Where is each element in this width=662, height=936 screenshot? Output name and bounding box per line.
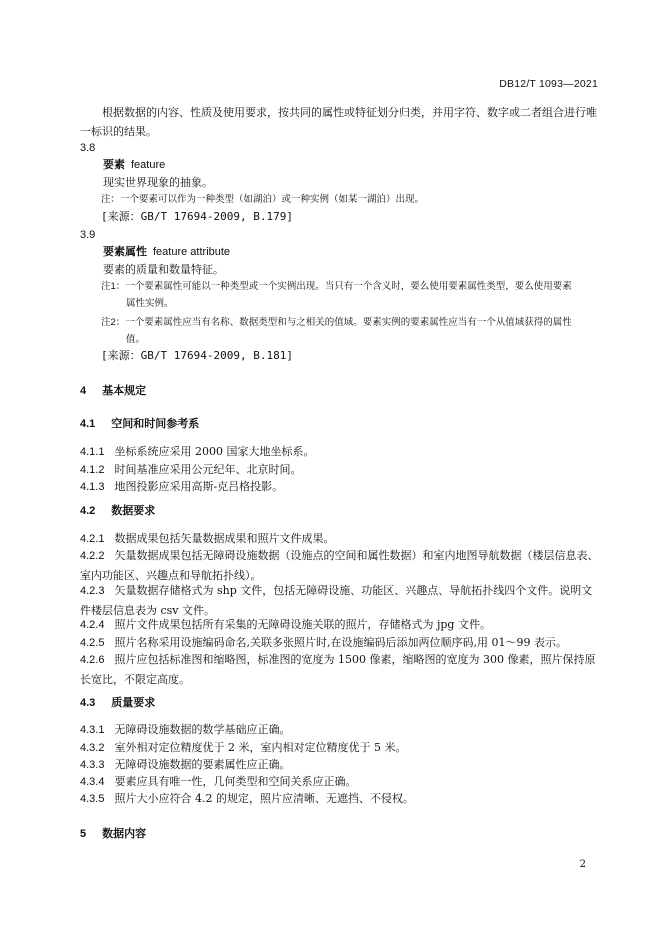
list-item-4-1-3 xyxy=(80,477,600,497)
item-number: 4.3.1 xyxy=(80,724,105,736)
section-title: 质量要求 xyxy=(111,697,156,709)
item-number: 4.2.3 xyxy=(80,585,105,597)
section-title: 数据要求 xyxy=(111,505,156,517)
item-number: 4.3.4 xyxy=(80,776,105,788)
note1-line1: 一个要素属性可能以一种类型或一个实例出现。当只有一个含义时，要么使用要素属性类型，要么使用要素 xyxy=(125,281,572,292)
item-number: 4.3.2 xyxy=(80,742,105,754)
item-text: 照片大小应符合 4.2 的规定，照片应清晰、无遮挡、不侵权。 xyxy=(114,792,414,805)
clause-number-3-8: 3.8 xyxy=(80,142,96,154)
term-3-9-note1-cont: 属性实例。 xyxy=(126,298,174,309)
item-text: 照片应包括标准图和缩略图，标准图的宽度为 1500 像素，缩略图的宽度为 300 像素，照片保持原长宽比，不限定高度。 xyxy=(80,653,596,686)
item-text: 无障碍设施数据的数学基础应正确。 xyxy=(114,723,291,736)
term-3-9-note2-cont: 值。 xyxy=(126,334,146,345)
item-text: 照片名称采用设施编码命名,关联多张照片时,在设施编码后添加两位顺序码,用 01～99 表示。 xyxy=(114,636,567,649)
section-title: 空间和时间参考系 xyxy=(111,418,200,430)
list-item-4-2-6 xyxy=(80,650,600,689)
section-4-1-heading xyxy=(80,415,199,434)
item-text: 时间基准应采用公元纪年、北京时间。 xyxy=(114,463,302,476)
item-number: 4.1.1 xyxy=(80,446,105,458)
term-3-9-definition: 要素的质量和数量特征。 xyxy=(103,263,224,276)
list-item-4-2-2 xyxy=(80,546,600,585)
item-number: 4.2.6 xyxy=(80,654,105,666)
item-text: 数据成果包括矢量数据成果和照片文件成果。 xyxy=(114,532,335,545)
note-text: 一个要素可以作为一种类型（如湖泊）或一种实例（如某一湖泊）出现。 xyxy=(120,194,425,205)
item-text: 无障碍设施数据的要素属性应正确。 xyxy=(114,758,291,771)
item-number: 4.2.5 xyxy=(80,637,105,649)
section-4-2-heading xyxy=(80,502,155,521)
section-number: 4.3 xyxy=(80,697,96,709)
term-zh: 要素 xyxy=(103,159,125,171)
item-text: 坐标系统应采用 2000 国家大地坐标系。 xyxy=(114,445,315,458)
section-5-heading xyxy=(80,825,146,844)
item-number: 4.2.4 xyxy=(80,619,105,631)
item-text: 照片文件成果包括所有采集的无障碍设施关联的照片，存储格式为 jpg 文件。 xyxy=(114,618,491,631)
section-title: 基本规定 xyxy=(102,385,147,397)
term-en: feature xyxy=(131,159,166,171)
note-label: 注： xyxy=(101,194,121,205)
item-number: 4.2.1 xyxy=(80,533,105,545)
standard-code: DB12/T 1093—2021 xyxy=(499,78,598,90)
item-number: 4.1.3 xyxy=(80,481,105,493)
term-3-8-source: [来源：GB/T 17694-2009, B.179] xyxy=(101,210,293,223)
section-title: 数据内容 xyxy=(102,828,147,840)
item-text: 室外相对定位精度优于 2 米，室内相对定位精度优于 5 米。 xyxy=(114,741,407,754)
list-item-4-1-1 xyxy=(80,442,600,462)
page-number: 2 xyxy=(579,859,586,870)
item-number: 4.1.2 xyxy=(80,464,105,476)
term-zh: 要素属性 xyxy=(103,246,147,258)
term-3-8-note xyxy=(101,191,424,208)
term-3-9-source: [来源：GB/T 17694-2009, B.181] xyxy=(101,349,293,362)
section-4-heading xyxy=(80,382,146,401)
item-text: 地图投影应采用高斯-克吕格投影。 xyxy=(114,480,284,493)
section-number: 5 xyxy=(80,828,87,840)
list-item-4-3-5 xyxy=(80,789,600,809)
term-3-8-definition: 现实世界现象的抽象。 xyxy=(103,176,213,189)
term-3-9-note2 xyxy=(101,314,572,331)
section-number: 4.1 xyxy=(80,418,96,430)
term-en: feature attribute xyxy=(153,246,231,258)
item-number: 4.3.5 xyxy=(80,793,105,805)
list-item-4-3-1 xyxy=(80,720,600,740)
section-number: 4 xyxy=(80,385,87,397)
note2-line1: 一个要素属性应当有名称、数据类型和与之相关的值域。要素实例的要素属性应当有一个从值域获得的属性 xyxy=(125,317,572,328)
note1-label: 注1： xyxy=(101,281,126,292)
intro-paragraph: 根据数据的内容、性质及使用要求，按共同的属性或特征划分归类，并用字符、数字或二者组合进行唯一标识的结果。 xyxy=(80,106,597,138)
note2-label: 注2： xyxy=(101,317,126,328)
list-item-4-2-4 xyxy=(80,615,600,635)
item-text: 矢量数据存储格式为 shp 文件，包括无障碍设施、功能区、兴趣点、导航拓扑线四个文件。说明文件楼层信息表为 csv 文件。 xyxy=(80,584,593,617)
item-number: 4.2.2 xyxy=(80,550,105,562)
clause-number-3-9: 3.9 xyxy=(80,229,96,241)
section-4-3-heading xyxy=(80,694,155,713)
item-text: 要素应具有唯一性，几何类型和空间关系应正确。 xyxy=(114,775,357,788)
section-number: 4.2 xyxy=(80,505,96,517)
item-number: 4.3.3 xyxy=(80,759,105,771)
term-3-9-note1 xyxy=(101,278,572,295)
item-text: 矢量数据成果包括无障碍设施数据（设施点的空间和属性数据）和室内地图导航数据（楼层信息表、室内功能区、兴趣点和导航拓扑线）。 xyxy=(80,549,599,582)
